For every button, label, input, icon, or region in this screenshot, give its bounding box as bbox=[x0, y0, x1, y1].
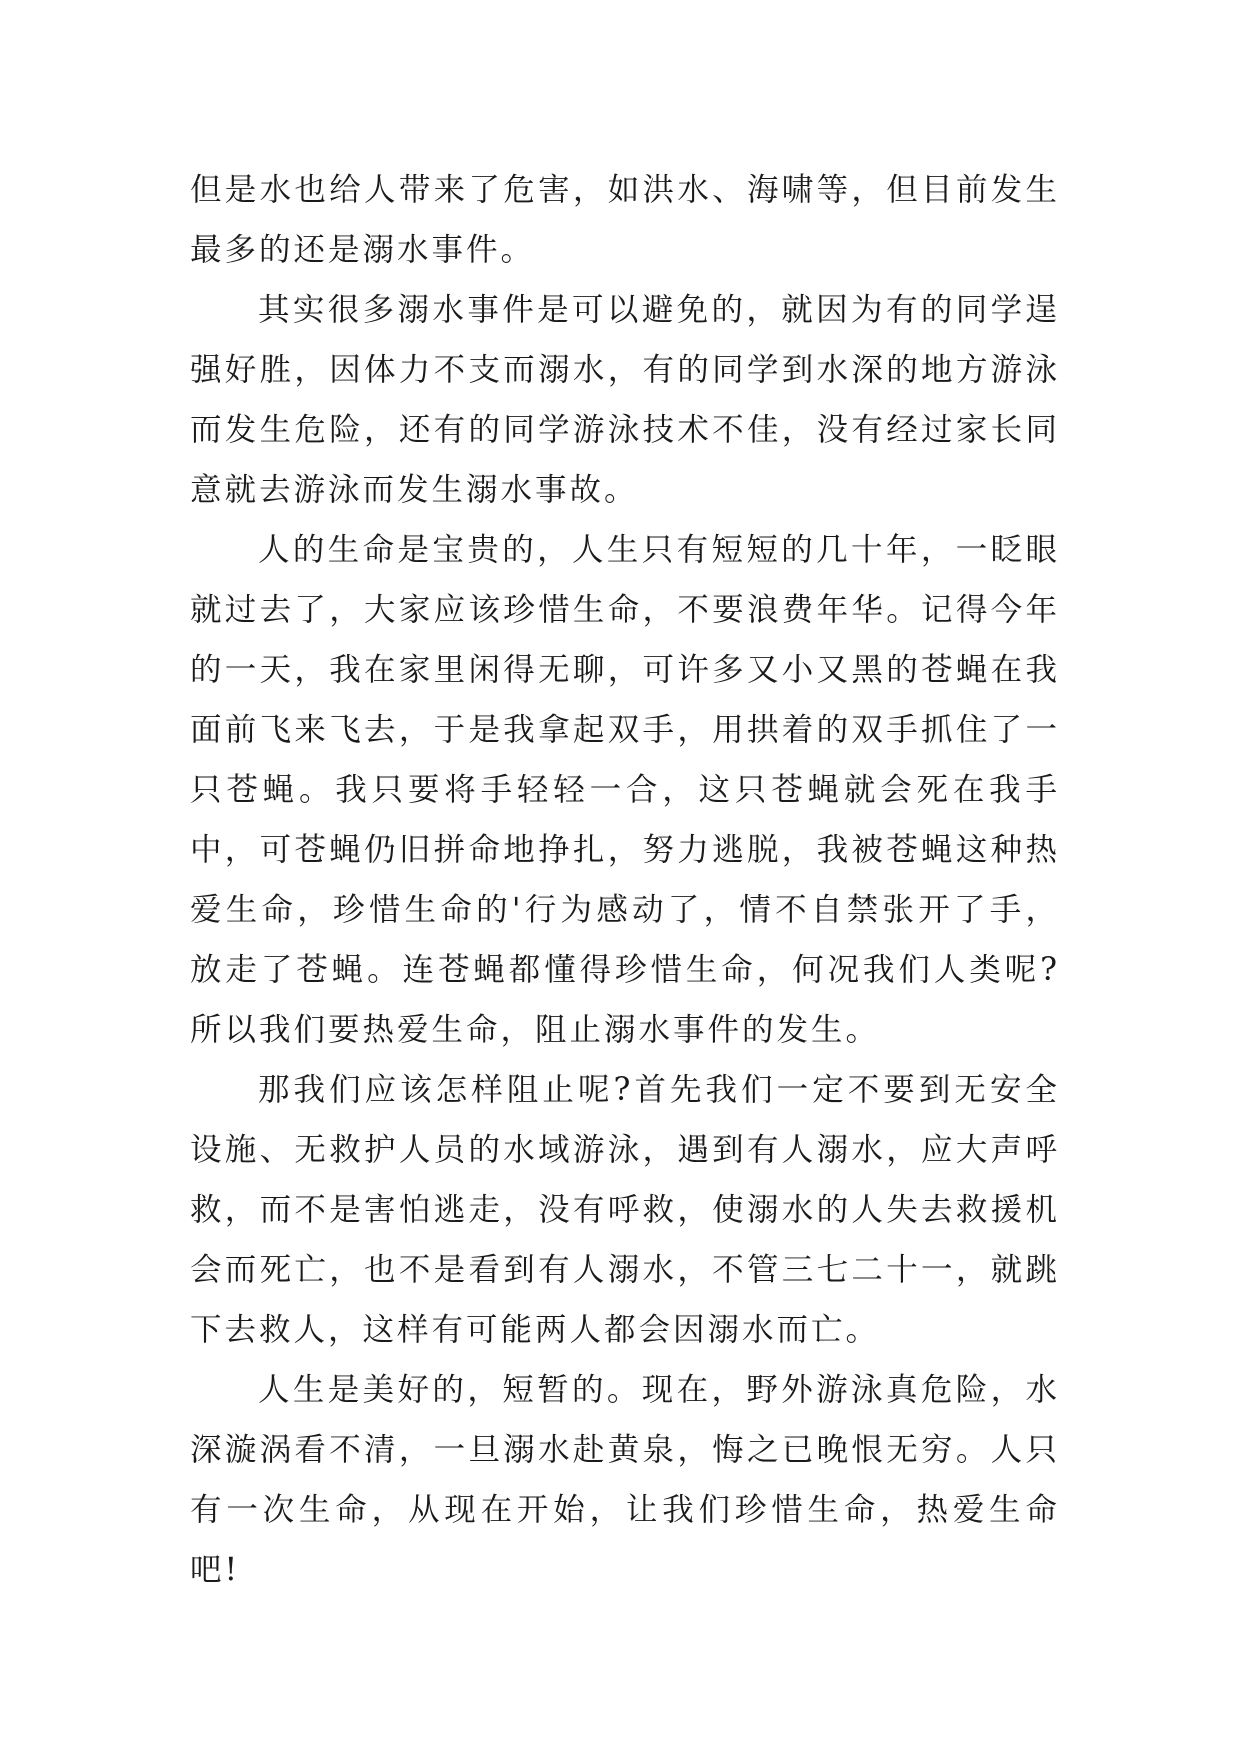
paragraph-2: 其实很多溺水事件是可以避免的，就因为有的同学逞强好胜，因体力不支而溺水，有的同学到水深的地方游泳而发生危险，还有的同学游泳技术不佳，没有经过家长同意就去游泳而发生溺水事故。 bbox=[190, 292, 1060, 508]
paragraph-5: 人生是美好的，短暂的。现在，野外游泳真危险，水深漩涡看不清，一旦溺水赴黄泉，悔之已晚恨无穷。人只有一次生命，从现在开始，让我们珍惜生命，热爱生命吧! bbox=[190, 1372, 1060, 1588]
paragraph-3: 人的生命是宝贵的，人生只有短短的几十年，一眨眼就过去了，大家应该珍惜生命，不要浪费年华。记得今年的一天，我在家里闲得无聊，可许多又小又黑的苍蝇在我面前飞来飞去，于是我拿起双手，用拱着的双手抓住了一只苍蝇。我只要将手轻轻一合，这只苍蝇就会死在我手中，可苍蝇仍旧拼命地挣扎，努力逃脱，我被苍蝇这种热爱生命，珍惜生命的'行为感动了，情不自禁张开了手，放走了苍蝇。连苍蝇都懂得珍惜生命，何况我们人类呢?所以我们要热爱生命，阻止溺水事件的发生。 bbox=[190, 532, 1060, 1048]
paragraph-1: 但是水也给人带来了危害，如洪水、海啸等，但目前发生最多的还是溺水事件。 bbox=[190, 172, 1060, 268]
document-body bbox=[190, 160, 1060, 1600]
paragraph-4: 那我们应该怎样阻止呢?首先我们一定不要到无安全设施、无救护人员的水域游泳，遇到有人溺水，应大声呼救，而不是害怕逃走，没有呼救，使溺水的人失去救援机会而死亡，也不是看到有人溺水，不管三七二十一，就跳下去救人，这样有可能两人都会因溺水而亡。 bbox=[190, 1072, 1060, 1348]
